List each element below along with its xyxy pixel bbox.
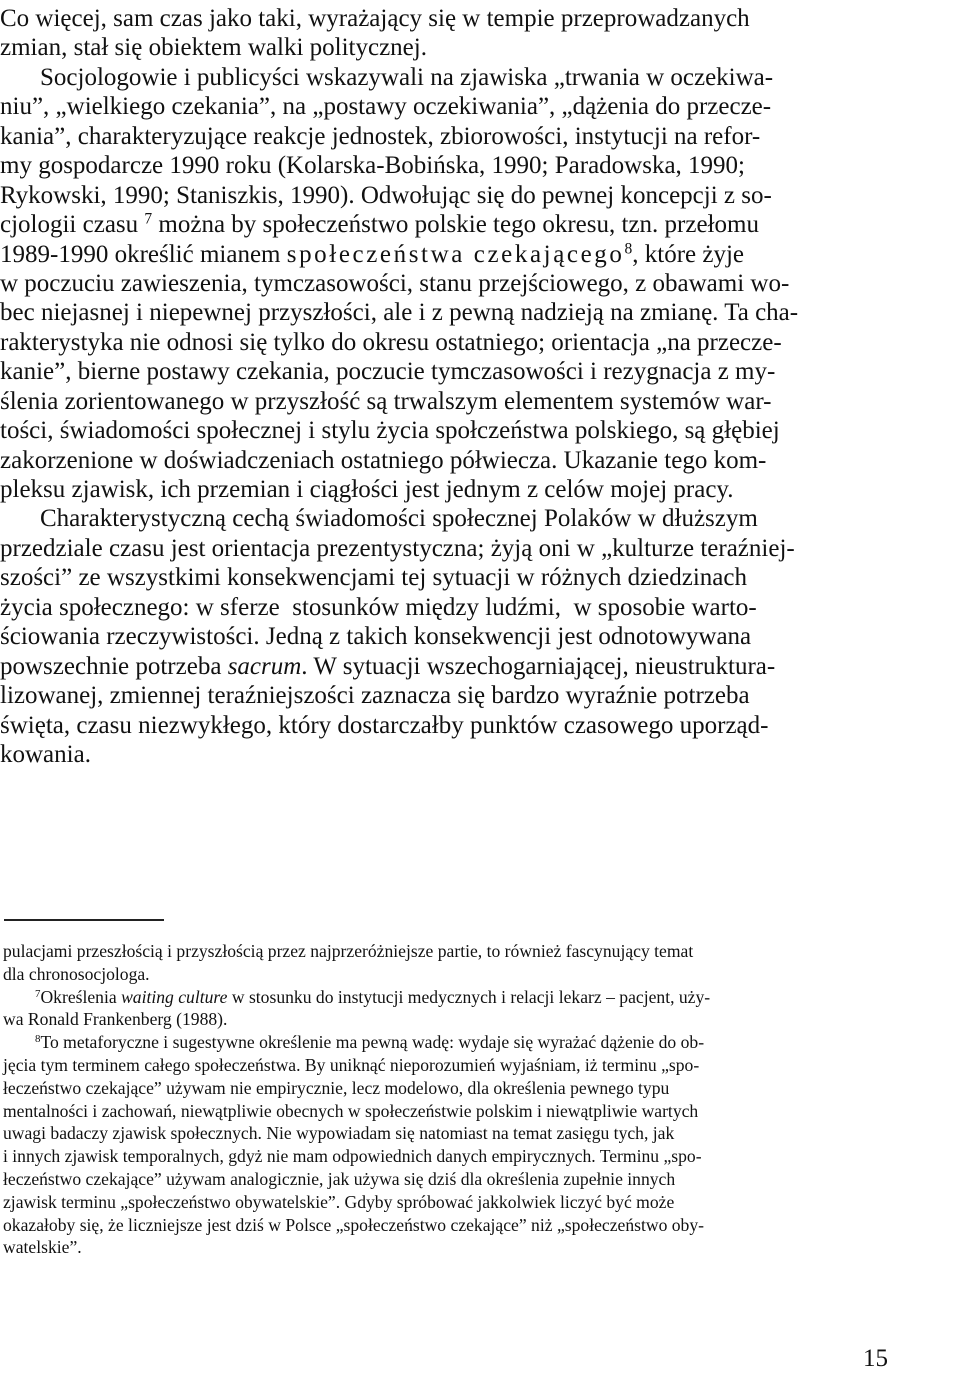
footnote-ref-7: 7 bbox=[144, 210, 153, 228]
footnote-line: zjawisk terminu „społeczeństwo obywatelskie”. Gdyby spróbować jakkolwiek liczyć być może bbox=[3, 1191, 675, 1212]
text-line: życia społecznego: w sferze stosunków między ludźmi, w sposobie warto- bbox=[0, 593, 757, 621]
text-line: niu”, „wielkiego czekania”, na „postawy oczekiwania”, „dążenia do przecze- bbox=[0, 93, 772, 121]
footnote-line: uwagi badaczy zjawisk społecznych. Nie wypowiadam się natomiast na temat zasięgu tych, jak bbox=[3, 1123, 675, 1144]
footnote-line: i innych zjawisk temporalnych, gdyż nie mam odpowiednich danych empirycznych. Terminu „spo- bbox=[3, 1146, 702, 1167]
text-line: zmian, stał się obiektem walki politycznej. bbox=[0, 34, 427, 62]
footnote-7 bbox=[3, 986, 889, 1009]
text-line: szości” ze wszystkimi konsekwencjami tej sytuacji w różnych dziedzinach bbox=[0, 564, 747, 592]
text-line: Co więcej, sam czas jako taki, wyrażający się w tempie przeprowadzanych bbox=[0, 5, 750, 32]
text-segment: Określenia bbox=[40, 986, 122, 1007]
text-line: pleksu zjawisk, ich przemian i ciągłości jest jednym z celów mojej pracy. bbox=[0, 476, 734, 503]
paragraph-start-line: Socjologowie i publicyści wskazywali na zjawiska „trwania w oczekiwa- bbox=[40, 63, 774, 91]
text-line: my gospodarcze 1990 roku (Kolarska-Bobińska, 1990; Paradowska, 1990; bbox=[0, 152, 745, 180]
text-line: rakterystyka nie odnosi się tylko do okresu ostatniego; orientacja „na przecze- bbox=[0, 328, 782, 356]
footnote-number: 7 bbox=[35, 987, 41, 1000]
text-segment: 1989-1990 określić mianem bbox=[0, 240, 287, 268]
text-line: ślenia zorientowanego w przyszłość są trwalszym elementem systemów war- bbox=[0, 387, 772, 415]
text-line: bec niejasnej i niepewnej przyszłości, ale i z pewną nadzieją na zmianę. Ta cha- bbox=[0, 299, 799, 327]
footnote-line: jęcia tym terminem całego społeczeństwa. By uniknąć nieporozumień wyjaśniam, iż terminu „spo- bbox=[3, 1054, 700, 1075]
text-line bbox=[0, 652, 888, 681]
text-line: święta, czasu niezwykłego, który dostarczałby punktów czasowego uporząd- bbox=[0, 711, 769, 739]
text-segment: powszechnie potrzeba bbox=[0, 652, 228, 680]
text-line: w poczuciu zawieszenia, tymczasowości, stanu przejściowego, z obawami wo- bbox=[0, 269, 790, 297]
text-segment: To metaforyczne i sugestywne określenie ma pewną wadę: wydaje się wyrażać dążenie do ob- bbox=[40, 1032, 705, 1053]
text-segment: można by społeczeństwo polskie tego okresu, tzn. przełomu bbox=[152, 211, 759, 239]
footnote-divider bbox=[4, 919, 164, 921]
text-line: przedziale czasu jest orientacja prezentystyczna; żyją oni w „kulturze teraźniej- bbox=[0, 534, 795, 562]
text-line: zakorzenione w doświadczeniach ostatniego półwiecza. Ukazanie tego kom- bbox=[0, 446, 767, 474]
text-segment: w stosunku do instytucji medycznych i relacji lekarz – pacjent, uży- bbox=[227, 986, 711, 1007]
footnote-line: watelskie”. bbox=[3, 1237, 82, 1258]
footnote-line: łeczeństwo czekające” używam nie empirycznie, lecz modelowo, dla określenia pewnego typu bbox=[3, 1077, 670, 1098]
paragraph-start-line: Charakterystyczną cechą świadomości społecznej Polaków w dłuższym bbox=[40, 505, 758, 533]
footnote-8 bbox=[3, 1031, 889, 1054]
footnote-number: 8 bbox=[35, 1033, 41, 1046]
page-number: 15 bbox=[863, 1345, 888, 1372]
text-line: kania”, charakteryzujące reakcje jednostek, zbiorowości, instytucji na refor- bbox=[0, 122, 761, 150]
footnotes bbox=[3, 940, 889, 1259]
text-line: kanie”, bierne postawy czekania, poczucie tymczasowości i rezygnacja z my- bbox=[0, 358, 776, 386]
footnote-line: okazałoby się, że liczniejsze jest dziś w Polsce „społeczeństwo czekające” niż „społeczeństwo oby- bbox=[3, 1214, 705, 1235]
text-line: lizowanej, zmiennej teraźniejszości zaznacza się bardzo wyraźnie potrzeba bbox=[0, 682, 750, 710]
main-text bbox=[0, 4, 888, 769]
text-line: tości, świadomości społecznej i stylu życia społczeństwa polskiego, są głębiej bbox=[0, 417, 780, 445]
footnote-line: łeczeństwo czekające” używam analogicznie, jak używa się dziś dla określenia zupełnie innych bbox=[3, 1168, 676, 1189]
text-line: Rykowski, 1990; Staniszkis, 1990). Odwołując się do pewnej koncepcji z so- bbox=[0, 181, 772, 209]
footnote-line: dla chronosocjologa. bbox=[3, 963, 150, 984]
text-segment: . W sytuacji wszechogarniającej, nieustruktura- bbox=[301, 652, 776, 680]
text-segment: , które żyje bbox=[632, 240, 745, 268]
text-segment: cjologii czasu bbox=[0, 211, 145, 239]
italic-term: sacrum bbox=[227, 652, 302, 680]
text-line bbox=[0, 240, 888, 269]
text-line: kowania. bbox=[0, 740, 91, 768]
text-line: ściowania rzeczywistości. Jedną z takich konsekwencji jest odnotowywana bbox=[0, 623, 752, 651]
footnote-line: mentalności i zachowań, niewątpliwie obecnych w społeczeństwie polskim i niewątpliwie wartych bbox=[3, 1100, 699, 1121]
spaced-term: społeczeństwa czekającego bbox=[286, 240, 625, 268]
text-line bbox=[0, 210, 888, 239]
italic-term: waiting culture bbox=[121, 986, 228, 1007]
footnote-ref-8: 8 bbox=[624, 239, 633, 257]
footnote-line: wa Ronald Frankenberg (1988). bbox=[3, 1009, 228, 1030]
footnote-line: pulacjami przeszłością i przyszłością przez najprzeróżniejsze partie, to również fascynujący temat bbox=[3, 941, 694, 961]
